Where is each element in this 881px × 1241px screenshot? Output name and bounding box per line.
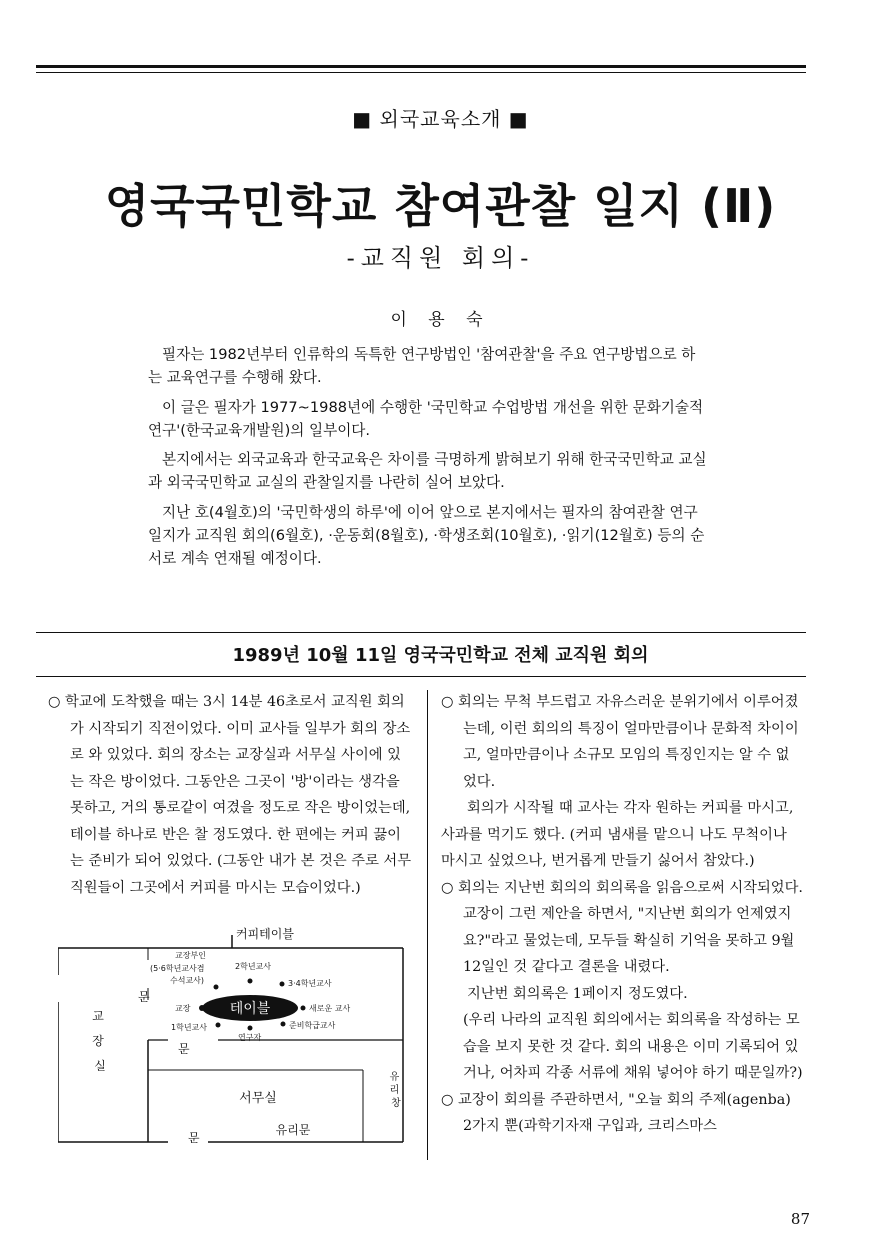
diagram-label-glass-door: 유리문 (275, 1123, 311, 1137)
article-title: 영국국민학교 참여관찰 일지 (Ⅱ) (104, 179, 777, 233)
page-number: 87 (790, 1210, 810, 1228)
diagram-label-door-mid: 문 (178, 1042, 190, 1056)
diagram-label-glass-window: 유 리 창 (389, 1072, 401, 1109)
article-subtitle: -교직원 회의- (346, 244, 535, 272)
intro-paragraph: 지난 호(4월호)의 '국민학생의 하루'에 이어 앞으로 본지에서는 필자의 참여관찰 연구 일지가 교직원 회의(6월호), ·운동회(8월호), ·학생조회(10월호), ·읽기(12월호) 등의 순서로 계속 연재될 예정이다. (148, 503, 705, 568)
right-paragraph-6: ○ 교장이 회의를 주관하면서, "오늘 회의 주제(agenba) 2가지 뿐(과학기자재 구입과, 크리스마스 (441, 1091, 791, 1134)
diagram-label-new-teacher: 새로운 교사 (309, 1004, 351, 1013)
intro-paragraph: 본지에서는 외국교육과 한국교육은 차이를 극명하게 밝혀보기 위해 한국국민학교 교실과 외국국민학교 교실의 관찰일지를 나란히 실어 보았다. (148, 451, 707, 492)
right-column (441, 689, 803, 1140)
diagram-label-vice: 교장부인 (175, 951, 206, 960)
diagram-label-prep-teacher: 준비학급교사 (289, 1021, 336, 1030)
column-divider (427, 690, 428, 1160)
diagram-label-office-teacher: 수석교사) (170, 976, 205, 985)
section-rule-bottom (36, 676, 806, 677)
right-paragraph-4: 지난번 회의록은 1페이지 정도였다. (467, 985, 688, 1002)
left-paragraph-1: ○ 학교에 도착했을 때는 3시 14분 46초로서 교직원 회의가 시작되기 직전이었다. 이미 교사들 일부가 회의 장소로 와 있었다. 회의 장소는 교장실과 서무실 사이에 있는 작은 방이었다. 그동안은 그곳이 '방'이라는 생각을 못하고, 거의 통로같이 여겼을 정도로 작은 방이었는데, 테이블 하나로 반은 찰 정도였다. 한 편에는 커피 끓이는 준비가 되어 있었다. (그동안 내가 본 것은 주로 서무직원들이 그곳에서 커피를 마시는 모습이었다.) (48, 694, 412, 896)
author-name: 이 용 숙 (390, 310, 491, 330)
top-rule-thick (36, 65, 806, 68)
meeting-room-diagram (58, 920, 410, 1145)
diagram-label-door-left: 문 (138, 990, 150, 1004)
diagram-label-office: 서무실 (239, 1091, 277, 1106)
section-label: ■ 외국교육소개 ■ (352, 107, 529, 131)
diagram-label-grade34: 3·4학년교사 (288, 979, 332, 988)
right-paragraph-3: ○ 회의는 지난번 회의의 회의록을 읽음으로써 시작되었다. 교장이 그런 제안을 하면서, "지난번 회의가 언제였지요?"라고 물었는데, 모두들 확실히 기억을 못하고 9월 12일인 것 같다고 결론을 내렸다. (441, 879, 803, 975)
diagram-table-label: 테이블 (229, 1001, 271, 1017)
right-paragraph-5: (우리 나라의 교직원 회의에서는 회의록을 작성하는 모습을 보지 못한 것 같다. 회의 내용은 이미 기록되어 있거나, 어차피 각종 서류에 채워 넣어야 하기 때문일까?) (463, 1012, 803, 1081)
intro-block (148, 343, 708, 577)
diagram-label-researcher: 연구자 (238, 1033, 262, 1042)
intro-paragraph: 필자는 1982년부터 인류학의 독특한 연구방법인 '참여관찰'을 주요 연구방법으로 하는 교육연구를 수행해 왔다. (148, 346, 696, 387)
diagram-coffee-table-label: 커피테이블 (236, 927, 294, 941)
right-paragraph-1: ○ 회의는 무척 부드럽고 자유스러운 분위기에서 이루어졌는데, 이런 회의의 특징이 얼마만큼이나 문화적 차이이고, 얼마만큼이나 소규모 모임의 특징인지는 알 수 없었다. (441, 694, 799, 790)
diagram-label-grade1: 1학년교사 (171, 1023, 208, 1032)
section-title: 1989년 10월 11일 영국국민학교 전체 교직원 회의 (232, 645, 649, 666)
intro-paragraph: 이 글은 필자가 1977~1988년에 수행한 '국민학교 수업방법 개선을 위한 문화기술적 연구'(한국교육개발원)의 일부이다. (148, 398, 704, 439)
diagram-label-principal: 교장 (175, 1004, 191, 1013)
diagram-label-door-bottom: 문 (188, 1131, 200, 1145)
section-rule-top (36, 632, 806, 633)
diagram-label-grade2: 2학년교사 (235, 962, 272, 971)
top-rule-thin (36, 72, 806, 73)
right-paragraph-2: 회의가 시작될 때 교사는 각자 원하는 커피를 마시고, 사과를 먹기도 했다. (커피 냄새를 맡으니 나도 무척이나 마시고 싶었으나, 번거롭게 만들기 싫어서 참았다.) (441, 800, 794, 869)
left-column (48, 689, 412, 901)
diagram-label-principal-room: 교 장 실 (92, 1009, 106, 1073)
diagram-label-grade56: (5·6학년교사겸 (150, 964, 205, 973)
